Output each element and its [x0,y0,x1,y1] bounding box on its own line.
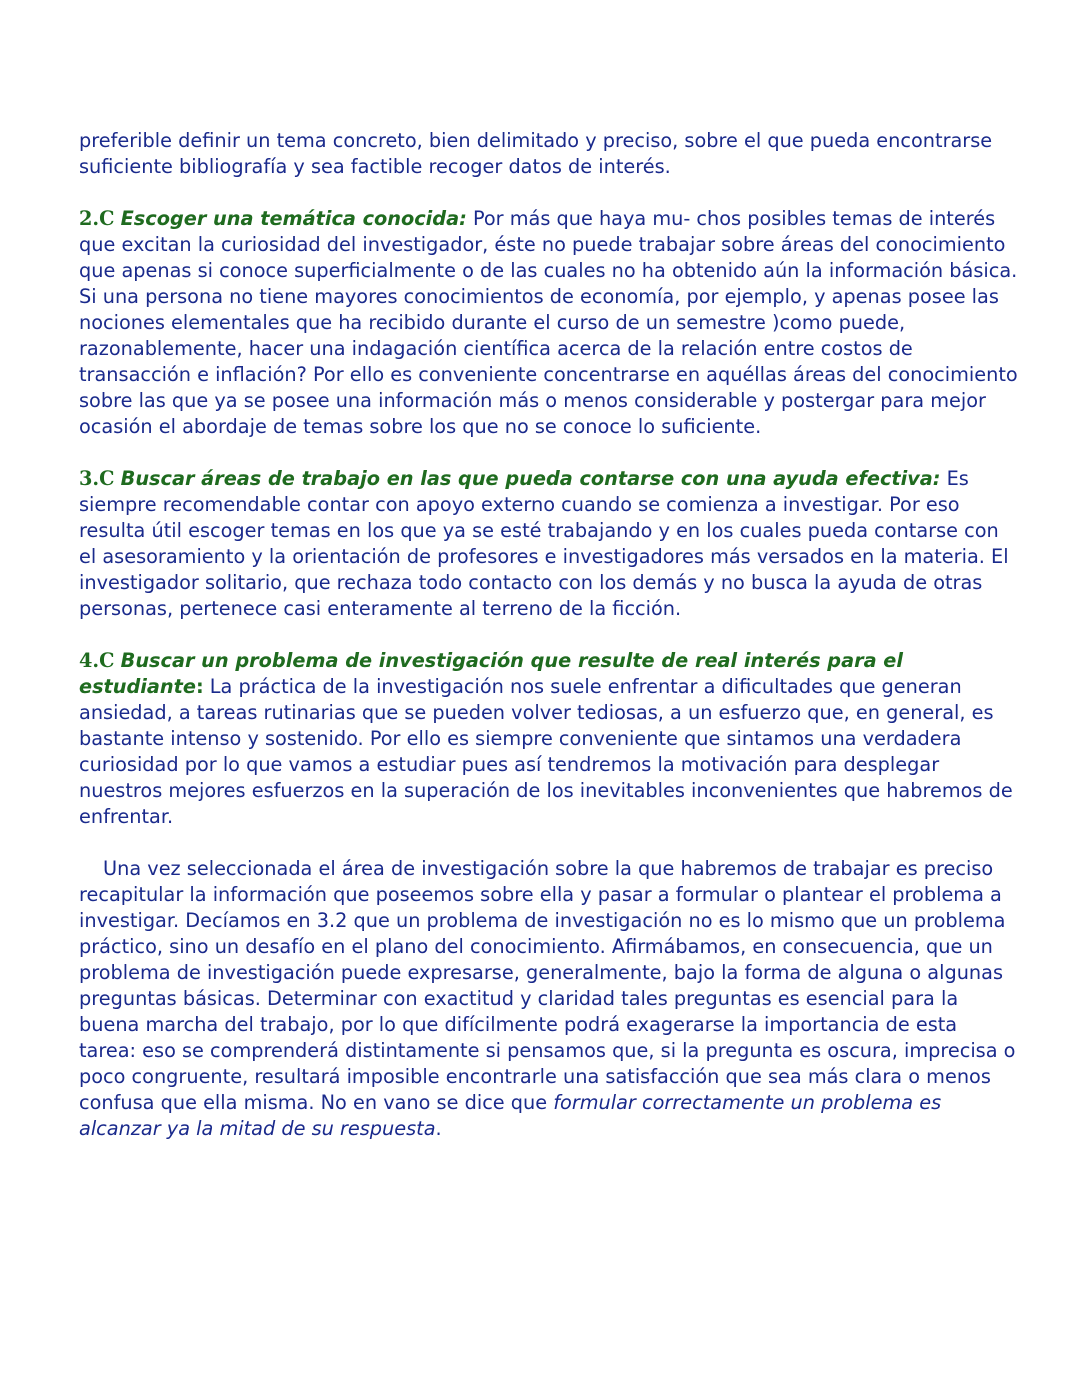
intro-text: preferible definir un tema concreto, bien delimitado y preciso, sobre el que pueda encontrarse suficiente bibliografía y sea factible recoger datos de interés. [79,129,993,178]
intro-paragraph [79,128,1019,180]
item-4-colon: : [195,675,204,698]
closing-body: Una vez seleccionada el área de investigación sobre la que habremos de trabajar es preciso recapitular la información que poseemos sobre ella y pasar a formular o plantear el problema a investigar. Decíamos en 3.2 que un problema de investigación no es lo mismo que un problema práctico, sino un desafío en el plano del conocimiento. Afirmábamos, en consecuencia, que un problema de investigación puede expresarse, generalmente, bajo la forma de alguna o algunas preguntas básicas. Determinar con exactitud y claridad tales preguntas es esencial para la buena marcha del trabajo, por lo que difícilmente podrá exagerarse la importancia de esta tarea: eso se comprenderá distintamente si pensamos que, si la pregunta es oscura, imprecisa o poco congruente, resultará imposible encontrarle una satisfacción que sea más clara o menos confusa que ella misma. No en vano se dice que [79,857,1016,1114]
item-3-body: Es siempre recomendable contar con apoyo externo cuando se comienza a investigar. Por eso resulta útil escoger temas en los que ya se esté trabajando y en los cuales pueda contarse con el asesoramiento y la orientación de profesores e investigadores más versados en la materia. El investigador solitario, que rechaza todo contacto con los demás y no busca la ayuda de otras personas, pertenece casi enteramente al terreno de la ficción. [79,467,1009,620]
item-2-paragraph [79,206,1019,440]
document-page [79,128,1019,1168]
item-3-paragraph [79,466,1019,622]
item-2-number: 2.C [79,207,115,230]
item-2-heading: Escoger una temática conocida: [120,207,467,230]
item-2-body: Por más que haya mu- chos posibles temas de interés que excitan la curiosidad del investigador, éste no puede trabajar sobre áreas del conocimiento que apenas si conoce superficialmente o de las cuales no ha obtenido aún la información básica. Si una persona no tiene mayores conocimientos de economía, por ejemplo, y apenas posee las nociones elementales que ha recibido durante el curso de un semestre )como puede, razonablemente, hacer una indagación científica acerca de la relación entre costos de transacción e inflación? Por ello es conveniente concentrarse en aquéllas áreas del conocimiento sobre las que ya se posee una información más o menos considerable y postergar para mejor ocasión el abordaje de temas sobre los que no se conoce lo suficiente. [79,207,1018,438]
closing-end: . [435,1117,442,1140]
closing-paragraph [79,856,1019,1142]
item-4-body: La práctica de la investigación nos suele enfrentar a dificultades que generan ansiedad, a tareas rutinarias que se pueden volver tediosas, a un esfuerzo que, en general, es bastante intenso y sostenido. Por ello es siempre conveniente que sintamos una verdadera curiosidad por lo que vamos a estudiar pues así tendremos la motivación para desplegar nuestros mejores esfuerzos en la superación de los inevitables inconvenientes que habremos de enfrentar. [79,675,1013,828]
item-4-number: 4.C [79,649,115,672]
item-3-heading: Buscar áreas de trabajo en las que pueda contarse con una ayuda efectiva: [120,467,941,490]
item-4-paragraph [79,648,1019,830]
closing-emphasis: formular correctamente un problema es alcanzar ya la mitad de su respuesta [79,1091,942,1140]
item-4-heading: Buscar un problema de investigación que resulte de real interés para el estudiante [79,649,903,698]
item-3-number: 3.C [79,467,115,490]
